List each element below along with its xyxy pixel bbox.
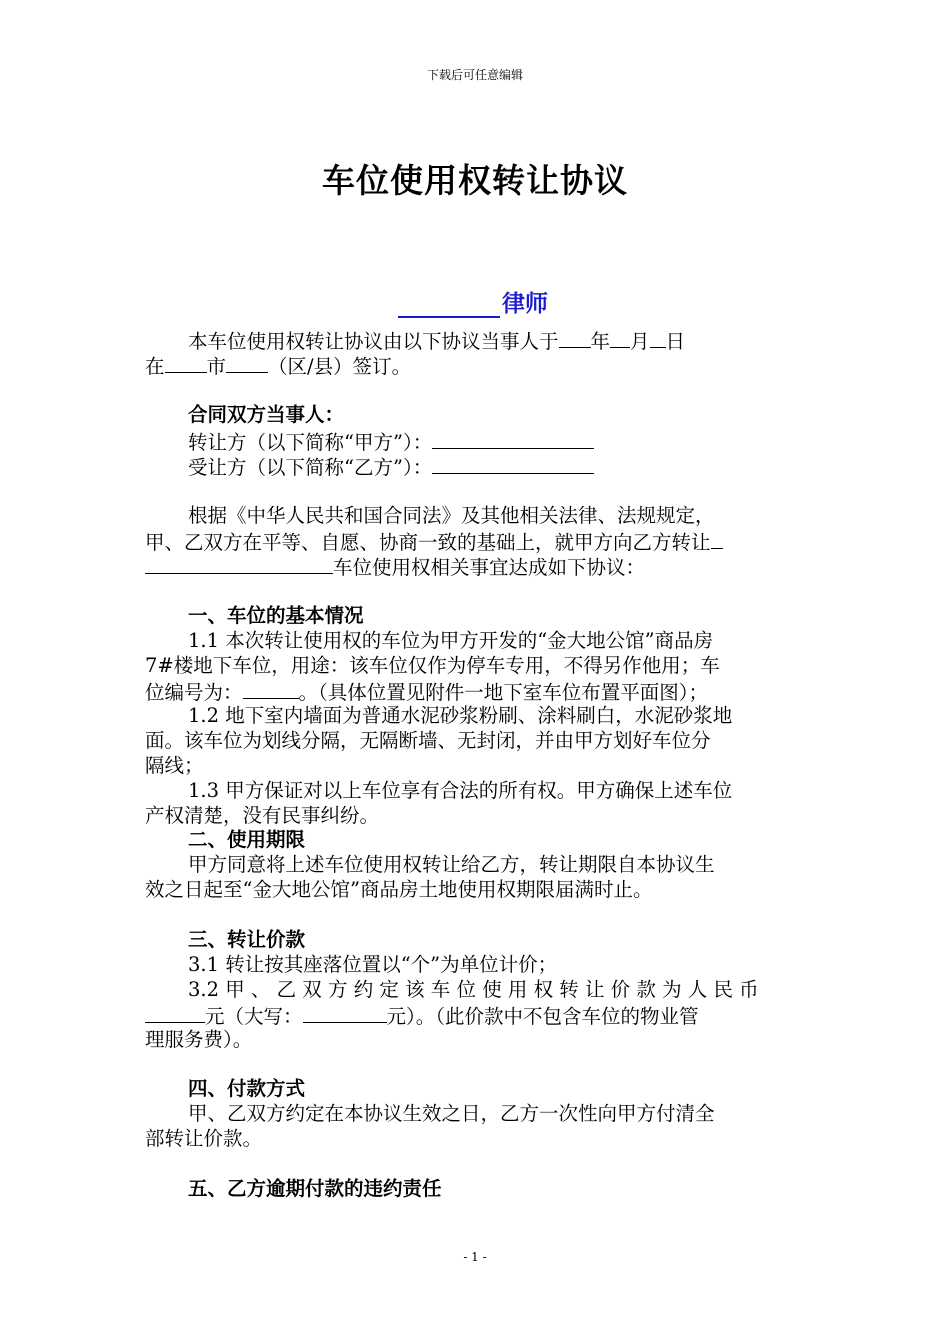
section-3-heading: 三、转让价款 <box>188 928 306 951</box>
city-blank <box>165 352 207 373</box>
clause-text: 元）。（此价款中不包含车位的物业管 <box>386 1005 699 1028</box>
year-blank <box>559 327 591 348</box>
section-4-heading: 四、付款方式 <box>188 1077 306 1100</box>
clause-1-1-line-2: 7#楼地下车位，用途：该车位仅作为停车专用，不得另作他用；车 <box>145 654 720 677</box>
lawyer-label: 律师 <box>502 291 548 317</box>
transferor-label: 转让方（以下简称“甲方”）： <box>188 431 433 454</box>
city-label: 市 <box>206 355 227 378</box>
intro-text: （区/县）签订。 <box>268 355 412 378</box>
section-1-heading: 一、车位的基本情况 <box>188 604 364 627</box>
price-blank <box>145 1002 205 1023</box>
transferee-label: 受让方（以下简称“乙方”）： <box>188 456 433 479</box>
clause-3-2-line-2 <box>145 1002 810 1029</box>
clause-1-3-line-2: 产权清楚，没有民事纠纷。 <box>145 804 380 827</box>
section-2-line-2: 效之日起至“金大地公馆”商品房土地使用权期限届满时止。 <box>145 878 653 901</box>
parties-heading: 合同双方当事人： <box>188 403 345 426</box>
transfer-object-blank-2 <box>145 553 333 574</box>
clause-1-2-line-2: 面。该车位为划线分隔，无隔断墙、无封闭，并由甲方划好车位分 <box>145 729 711 752</box>
section-2-line-1: 甲方同意将上述车位使用权转让给乙方，转让期限自本协议生 <box>188 853 715 876</box>
transferor-line <box>188 428 853 455</box>
day-label: 日 <box>665 330 686 353</box>
clause-text: 。（具体位置见附件一地下室车位布置平面图）； <box>298 681 709 704</box>
lawyer-line <box>398 285 548 318</box>
clause-3-2-line-1: 3.2 甲 、 乙 双 方 约 定 该 车 位 使 用 权 转 让 价 款 为 人 民 币 <box>188 978 759 1001</box>
clause-text: 元（大写： <box>205 1005 303 1028</box>
basis-text: 甲、乙双方在平等、自愿、协商一致的基础上，就甲方向乙方转让 <box>145 531 711 554</box>
section-4-line-1: 甲、乙双方约定在本协议生效之日，乙方一次性向甲方付清全 <box>188 1102 715 1125</box>
section-2-heading: 二、使用期限 <box>188 828 306 851</box>
price-words-blank <box>303 1002 387 1023</box>
section-5-heading: 五、乙方逾期付款的违约责任 <box>188 1177 442 1200</box>
transferee-line <box>188 453 853 480</box>
transfer-object-blank <box>711 528 723 549</box>
basis-text: 车位使用权相关事宜达成如下协议： <box>333 556 646 579</box>
clause-1-1-line-1: 1.1 本次转让使用权的车位为甲方开发的“金大地公馆”商品房 <box>188 629 714 652</box>
month-blank <box>610 327 630 348</box>
clause-text: 位编号为： <box>145 681 243 704</box>
document-title: 车位使用权转让协议 <box>322 161 628 200</box>
year-label: 年 <box>590 330 611 353</box>
clause-3-1: 3.1 转让按其座落位置以“个”为单位计价； <box>188 953 558 976</box>
intro-text: 本车位使用权转让协议由以下协议当事人于 <box>188 330 559 353</box>
intro-line-2 <box>145 352 810 379</box>
intro-text: 在 <box>145 355 165 378</box>
intro-line-1 <box>188 327 853 354</box>
transferee-blank <box>432 453 594 474</box>
page-number: - 1 - <box>463 1250 487 1264</box>
clause-1-2-line-3: 隔线； <box>145 754 204 777</box>
clause-1-3-line-1: 1.3 甲方保证对以上车位享有合法的所有权。甲方确保上述车位 <box>188 779 733 802</box>
day-blank <box>650 327 666 348</box>
clause-1-1-line-3 <box>145 678 810 705</box>
basis-line-1: 根据《中华人民共和国合同法》及其他相关法律、法规规定， <box>188 504 715 527</box>
month-label: 月 <box>630 330 650 353</box>
lawyer-name-blank <box>398 291 500 318</box>
basis-line-2 <box>145 528 810 555</box>
basis-line-3 <box>145 553 810 580</box>
district-blank <box>226 352 268 373</box>
clause-3-2-line-3: 理服务费）。 <box>145 1028 253 1051</box>
section-4-line-2: 部转让价款。 <box>145 1127 263 1150</box>
clause-1-2-line-1: 1.2 地下室内墙面为普通水泥砂浆粉刷、涂料刷白，水泥砂浆地 <box>188 704 733 727</box>
space-number-blank <box>243 678 299 699</box>
header-note: 下载后可任意编辑 <box>426 68 523 82</box>
transferor-blank <box>432 428 594 449</box>
